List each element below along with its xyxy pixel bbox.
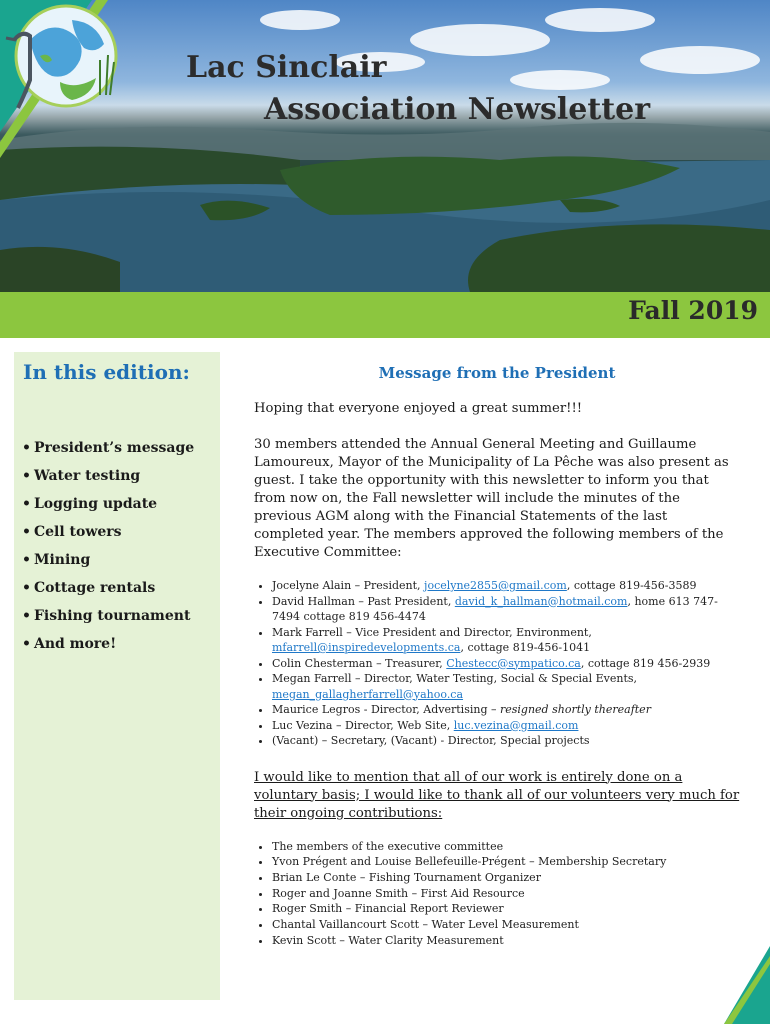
email-link[interactable]: Chestecc@sympatico.ca [446,656,581,670]
corner-triangle-icon [724,946,770,1024]
season-band [0,292,770,338]
toc-item: • Logging update [22,490,194,518]
list-item: • Luc Vezina – Director, Web Site, luc.vezina@gmail.com [272,718,740,734]
greeting-paragraph: Hoping that everyone enjoyed a great summer!!! [254,401,583,416]
list-item: • Roger and Joanne Smith – First Aid Resource [272,886,740,902]
list-item: • Kevin Scott – Water Clarity Measurement [272,933,740,949]
list-item: • David Hallman – Past President, david_k_hallman@hotmail.com, home 613 747-7494 cottage 819 456-4474 [272,594,740,625]
list-item: • Megan Farrell – Director, Water Testing, Social & Special Events, megan_gallagherfarrell@yahoo.ca [272,671,740,702]
toc-item: • Water testing [22,462,194,490]
intro-paragraph: 30 members attended the Annual General Meeting and Guillaume Lamoureux, Mayor of the Municipality of La Pêche was also present as guest. I take the opportunity with this newsletter to inform you that from now on, the Fall newsletter will include the minutes of the previous AGM along with the Financial Statements of the last completed year. The members approved the following members of the Executive Committee: [254,437,729,560]
volunteer-list [254,839,740,949]
toc-item: • Mining [22,546,194,574]
list-item: • Maurice Legros - Director, Advertising – resigned shortly thereafter [272,702,740,718]
list-item: • Roger Smith – Financial Report Reviewer [272,901,740,917]
thanks-paragraph: I would like to mention that all of our work is entirely done on a voluntary basis; I would like to thank all of our volunteers very much for their ongoing contributions: [254,769,740,821]
association-logo [0,0,130,110]
list-item: • (Vacant) – Secretary, (Vacant) - Director, Special projects [272,733,740,749]
president-message [254,364,740,948]
resigned-note: resigned shortly thereafter [499,703,651,716]
email-link[interactable]: mfarrell@inspiredevelopments.ca [272,641,461,654]
list-item: • Brian Le Conte – Fishing Tournament Organizer [272,870,740,886]
list-item: • Yvon Prégent and Louise Bellefeuille-Prégent – Membership Secretary [272,854,740,870]
season-label: Fall 2019 [628,296,758,325]
toc-item: • President’s message [22,434,194,462]
email-link[interactable]: luc.vezina@gmail.com [453,718,579,732]
list-item: • The members of the executive committee [272,839,740,855]
list-item: • Colin Chesterman – Treasurer, Chestecc@sympatico.ca, cottage 819 456-2939 [272,656,740,672]
toc-item: • Fishing tournament [22,602,194,630]
toc-item: • Cell towers [22,518,194,546]
list-item: • Mark Farrell – Vice President and Director, Environment, mfarrell@inspiredevelopments.ca, cottage 819-456-1041 [272,625,740,656]
toc-item: • And more! [22,630,194,658]
sidebar-in-this-edition [14,352,220,1000]
email-link[interactable]: megan_gallagherfarrell@yahoo.ca [272,687,464,701]
list-item: • Chantal Vaillancourt Scott – Water Level Measurement [272,917,740,933]
newsletter-title-line2: Association Newsletter [264,92,651,127]
toc-item: • Cottage rentals [22,574,194,602]
email-link[interactable]: jocelyne2855@gmail.com [424,579,567,592]
executive-list [254,578,740,749]
newsletter-title-line1: Lac Sinclair [186,50,387,85]
toc-list [22,434,194,658]
sidebar-heading: In this edition: [23,360,190,384]
list-item: • Jocelyne Alain – President, jocelyne2855@gmail.com, cottage 819-456-3589 [272,578,740,594]
article-heading: Message from the President [378,364,616,382]
email-link[interactable]: david_k_hallman@hotmail.com [454,594,628,608]
header-photo [0,0,770,292]
